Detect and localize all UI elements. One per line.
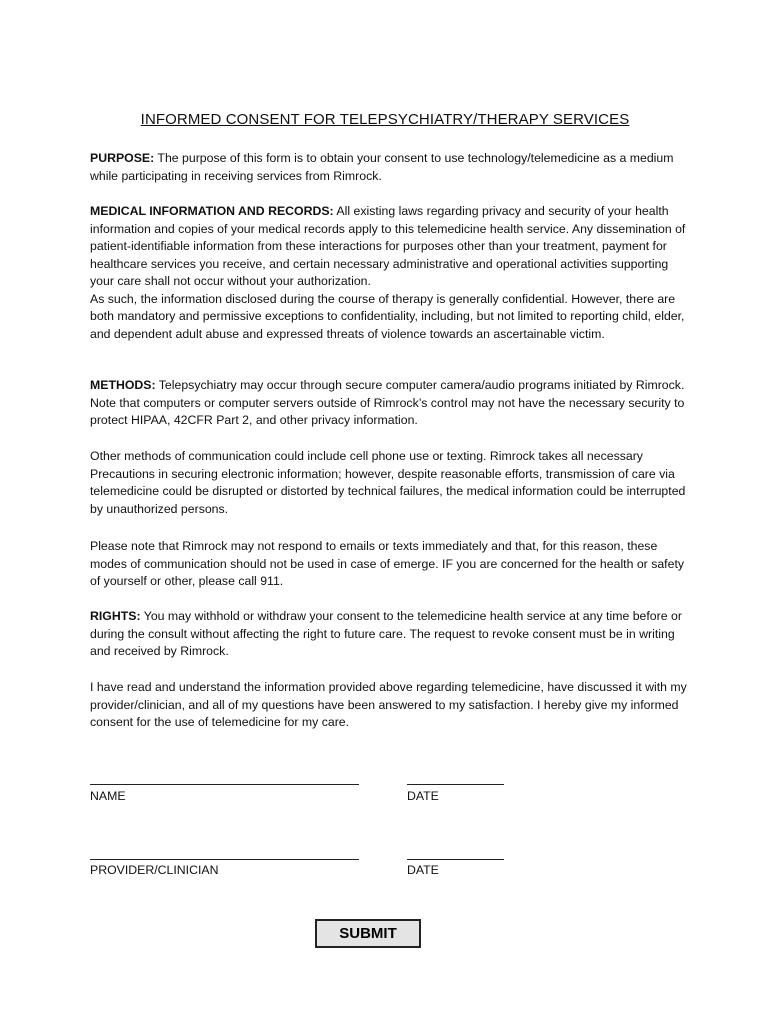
document-title: INFORMED CONSENT FOR TELEPSYCHIATRY/THERAPY SERVICES xyxy=(140,111,630,128)
purpose-label: PURPOSE: xyxy=(90,151,155,165)
note-text: Please note that Rimrock may not respond to emails or texts immediately and that, for this reason, these modes of communication should not be used in case of emerge. IF you are concerned for the health or safety of yourself or other, please call 911. xyxy=(90,539,685,588)
note-section xyxy=(90,538,688,591)
name-signature-line[interactable] xyxy=(90,784,359,785)
provider-date-line[interactable] xyxy=(407,859,504,860)
medical-records-text-2: As such, the information disclosed during the course of therapy is generally confidential. However, there are both mandatory and permissive exceptions to confidentiality, including, but not limited to reporting child, elder, and dependent adult abuse and expressed threats of violence towards an ascertainable victim. xyxy=(90,291,685,341)
medical-records-section xyxy=(90,203,688,343)
acknowledgement-section xyxy=(90,679,688,732)
medical-records-text: All existing laws regarding privacy and security of your health information and copies of your medical records apply to this telemedicine health service. Any dissemination of patient-identifiable information from these interactions for purposes other than your treatment, payment for healthcare services you receive, and certain necessary administrative and operational activities supporting your care shall not occur without your authorization. xyxy=(90,204,686,288)
methods-label: METHODS: xyxy=(90,378,156,392)
purpose-text: The purpose of this form is to obtain your consent to use technology/telemedicine as a medium while participating in receiving services from Rimrock. xyxy=(90,151,674,183)
methods-section xyxy=(90,377,688,430)
medical-records-label: MEDICAL INFORMATION AND RECORDS: xyxy=(90,204,334,218)
name-label: NAME xyxy=(90,789,126,803)
name-date-line[interactable] xyxy=(407,784,504,785)
purpose-section xyxy=(90,150,688,185)
provider-date-label: DATE xyxy=(407,863,439,877)
rights-text: You may withhold or withdraw your consent to the telemedicine health service at any time before or during the consult without affecting the right to future care. The request to revoke consent must be in writing and received by Rimrock. xyxy=(90,609,682,658)
rights-section xyxy=(90,608,688,661)
provider-label: PROVIDER/CLINICIAN xyxy=(90,863,219,877)
rights-label: RIGHTS: xyxy=(90,609,141,623)
methods-text: Telepsychiatry may occur through secure computer camera/audio programs initiated by Rimrock. Note that computers or computer servers outside of Rimrock’s control may not have the necessary security to protect HIPAA, 42CFR Part 2, and other privacy information. xyxy=(90,378,685,427)
name-date-label: DATE xyxy=(407,789,439,803)
submit-button[interactable]: SUBMIT xyxy=(315,919,421,948)
other-methods-text: Other methods of communication could include cell phone use or texting. Rimrock takes all necessary Precautions in securing electronic information; however, despite reasonable efforts, transmission of care via telemedicine could be disrupted or distorted by technical failures, the medical information could be interrupted by unauthorized persons. xyxy=(90,449,686,516)
acknowledgement-text: I have read and understand the information provided above regarding telemedicine, have discussed it with my provider/clinician, and all of my questions have been answered to my satisfaction. I hereby give my informed consent for the use of telemedicine for my care. xyxy=(90,680,687,729)
other-methods-section xyxy=(90,448,688,518)
provider-signature-line[interactable] xyxy=(90,859,359,860)
